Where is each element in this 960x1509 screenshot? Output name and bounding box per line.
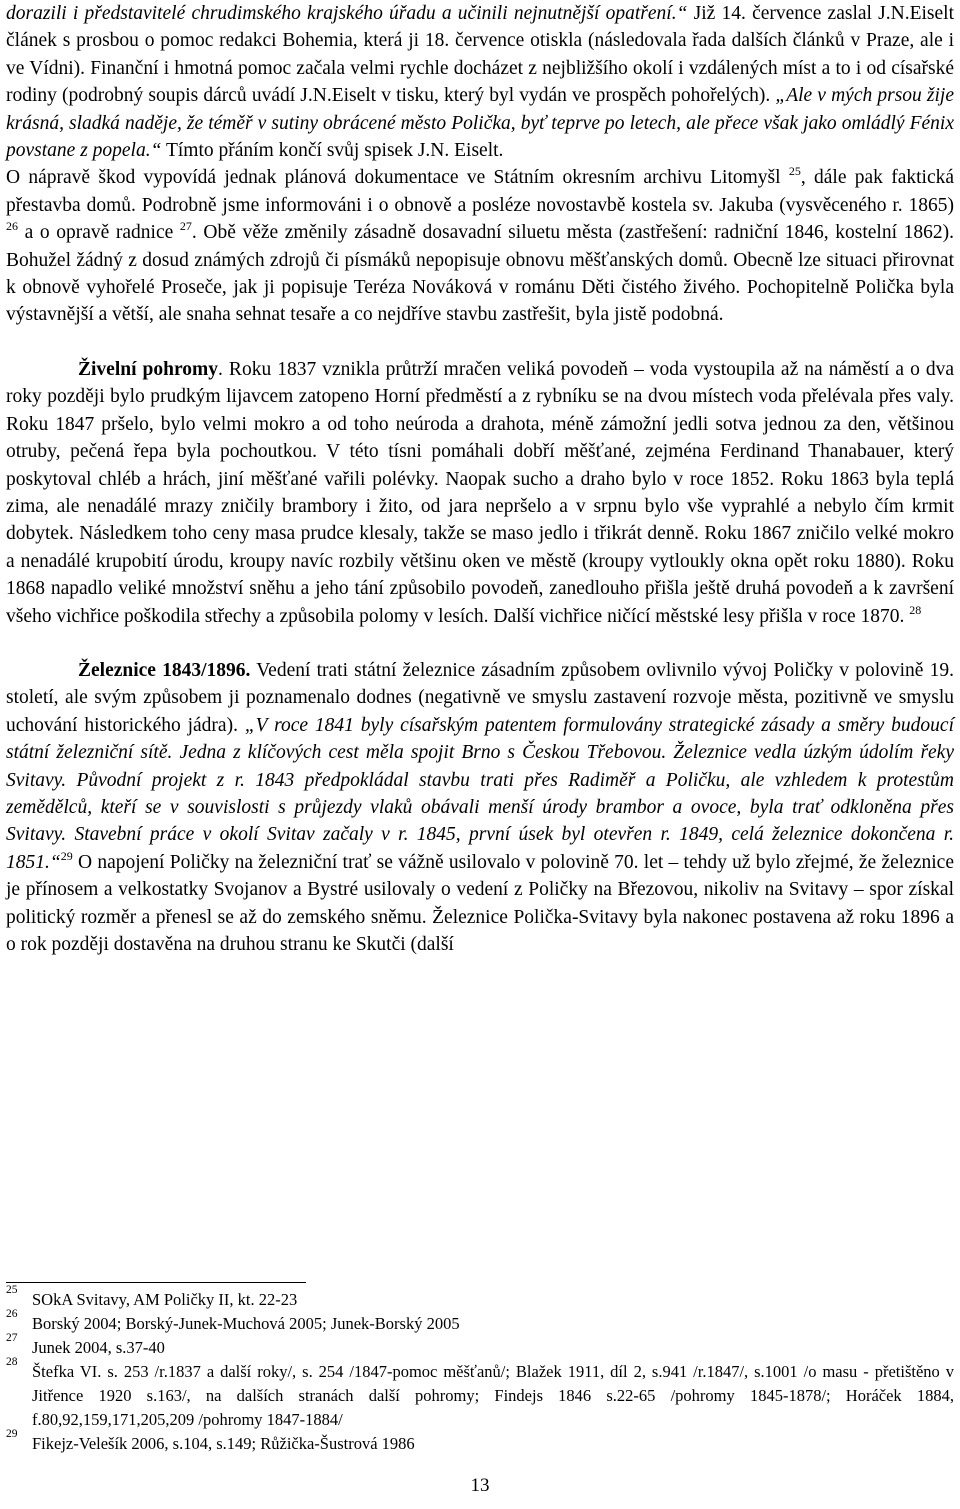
- footnote-25: [6, 1284, 954, 1312]
- quote-railway: „V roce 1841 byly císařským patentem formulovány strategické zásady a směry budoucí státní železniční sítě. Jedna z klíčových cest měla spojit Brno s Českou Třebovou. Železnice vedla úzkým údolím řeky Svitavy. Původní projekt z r. 1843 předpokládal stavbu trati přes Radiměř a Poličku, ale vzhledem k protestům zemědělců, kteří se v souvislosti s průjezdy vlaků obávali menší úrody brambor a ovoce, byla trať odkloněna přes Svitavy. Stavební práce v okolí Svitav začaly v r. 1845, první úsek byl otevřen r. 1849, celá železnice dokončena r. 1851.“: [6, 714, 954, 873]
- footnote-ref-27[interactable]: 27: [179, 219, 192, 234]
- footnote-separator: [6, 1282, 306, 1283]
- page-body: [6, 0, 954, 958]
- heading-railway: Železnice 1843/1896.: [78, 659, 251, 681]
- footnote-number: 26: [6, 1308, 18, 1320]
- footnote-text: Junek 2004, s.37-40: [32, 1338, 165, 1357]
- text-repair-2: , dále pak faktická přestavba domů. Podrobně jsme informováni i o obnově a posléze novostavbě kostela sv. Jakuba (vysvěceného r. 1865): [6, 167, 955, 216]
- footnote-text: Štefka VI. s. 253 /r.1837 a další roky/, s. 254 /1847-pomoc měšťanů/; Blažek 1911, díl 2, s.941 /r.1847/, s.1001 /o masu - přetištěno v Jitřence 1920 s.163/, na dalších stranách další pohromy; Findejs 1846 s.22-65 /pohromy 1845-1878/; Horáček 1884, f.80,92,159,171,205,209 /pohromy 1847-1884/: [32, 1362, 954, 1429]
- footnote-text: Fikejz-Velešík 2006, s.104, s.149; Růžička-Šustrová 1986: [32, 1434, 415, 1453]
- footnote-number: 28: [6, 1356, 18, 1368]
- text-repair-1: O nápravě škod vypovídá jednak plánová dokumentace ve Státním okresním archivu Litomyšl: [6, 167, 789, 189]
- text-railway-1: Vedení trati státní železnice zásadním způsobem ovlivnilo vývoj Poličky v polovině 19. století, ale svým způsobem ji poznamenalo dodnes (negativně ve smyslu zastavení rozvoje města, pozitivně ve smyslu uchování historického jádra).: [6, 659, 954, 736]
- footnote-ref-28[interactable]: 28: [909, 602, 922, 617]
- footnote-text: SOkA Svitavy, AM Poličky II, kt. 22-23: [32, 1290, 298, 1309]
- text-eiselt-close: Tímto přáním končí svůj spisek J.N. Eiselt.: [161, 140, 504, 162]
- paragraph-damage-repair: [6, 164, 954, 328]
- spacer: [6, 329, 954, 356]
- footnote-number: 25: [6, 1284, 18, 1296]
- text-repair-3: a o opravě radnice: [18, 222, 180, 244]
- footnote-28: [6, 1356, 954, 1432]
- heading-natural-disasters: Živelní pohromy: [78, 358, 219, 380]
- footnote-number: 27: [6, 1332, 18, 1344]
- footnotes: [6, 1284, 954, 1456]
- page-number: 13: [470, 1475, 490, 1496]
- quote-fire-measures: dorazili i představitelé chrudimského krajského úřadu a učinili nejnutnější opatření.“: [6, 3, 688, 24]
- text-railway-2: O napojení Poličky na železniční trať se vážně usilovalo v polovině 70. let – tehdy už bylo zřejmé, že železnice je přínosem a velkostatky Svojanov a Bystré usilovaly o vedení z Poličky na Březovou, nikoliv na Svitavy – spor získal politický rozměr a přenesl se až do zemského sněmu. Železnice Polička-Svitavy byla nakonec postavena až roku 1896 a o rok později dostavěna na druhou stranu ke Skutči (další: [6, 851, 954, 955]
- footnote-27: [6, 1332, 954, 1360]
- footnote-26: [6, 1308, 954, 1336]
- quote-phoenix: „Ale v mých prsou žije krásná, sladká naděje, že téměř v sutiny obrácené město Polička, byť teprve po letech, ale přece však jako omládlý Fénix povstane z popela.“: [6, 85, 954, 162]
- text-repair-4: . Obě věže změnily zásadně dosavadní siluetu města (zastřešení: radniční 1846, kostelní 1862). Bohužel žádný z dosud známých zdrojů či písmáků nepopisuje obnovu měšťanských domů. Obecně lze situaci přirovnat k obnově vyhořelé Proseče, jak ji popisuje Teréza Nováková v románu Děti čistého živého. Pochopitelně Polička byla výstavnější a větší, ale snaha sehnat tesaře a co nejdříve stavbu zastřešit, byla jistě podobná.: [6, 222, 954, 326]
- text-eiselt-article: Již 14. července zaslal J.N.Eiselt článek s prosbou o pomoc redakci Bohemia, která ji 18. července otiskla (následovala řada dalších článků v Praze, ale i ve Vídni). Finanční i hmotná pomoc začala velmi rychle docházet z nejbližšího okolí i vzdálených míst a to i od císařské rodiny (podrobný soupis dárců uvádí J.N.Eiselt v tisku, který byl vydán ve prospěch pohořelých).: [6, 3, 954, 107]
- spacer: [6, 630, 954, 657]
- footnote-number: 29: [6, 1428, 18, 1440]
- paragraph-natural-disasters: [6, 356, 954, 630]
- footnote-ref-29[interactable]: 29: [60, 848, 73, 863]
- footnote-ref-26[interactable]: 26: [6, 219, 18, 234]
- paragraph-fire-aid: [6, 0, 954, 164]
- footnote-text: Borský 2004; Borský-Junek-Muchová 2005; Junek-Borský 2005: [32, 1314, 460, 1333]
- paragraph-railway: [6, 657, 954, 958]
- footnote-ref-25[interactable]: 25: [788, 164, 801, 179]
- footnote-29: [6, 1428, 954, 1456]
- text-disasters: . Roku 1837 vznikla průtrží mračen veliká povodeň – voda vystoupila až na náměstí a o dva roky později bylo prudkým lijavcem zatopeno Horní předměstí a z rybníku se na dvou místech voda přelévala přes valy. Roku 1847 pršelo, bylo velmi mokro a od toho neúroda a drahota, méně zámožní jedli sotva jednou za den, většinou otruby, pečená řepa byla pochoutkou. V této tísni pomáhali dobří měšťané, zejména Ferdinand Thanabauer, který poskytoval chléb a hrách, jiní měšťané vařili polévky. Naopak sucho a draho bylo v roce 1852. Roku 1863 byla teplá zima, ale nenadálé mrazy zničily brambory i žito, od jara nepršelo a v srpnu bylo vše vyprahlé a nebylo čím krmit dobytek. Následkem toho ceny masa prudce klesaly, takže se maso jedlo i třikrát denně. Roku 1867 zničilo velké mokro a nenadálé krupobití úrodu, kroupy navíc rozbily většinu oken ve městě (kroupy vytloukly okna opět roku 1880). Roku 1868 napadlo veliké množství sněhu a jeho tání způsobilo povodeň, zanedlouho přišla ještě druhá povodeň a k završení všeho vichřice poškodila střechy a způsobila polomy v lesích. Další vichřice ničící městské lesy přišla v roce 1870.: [6, 358, 954, 627]
